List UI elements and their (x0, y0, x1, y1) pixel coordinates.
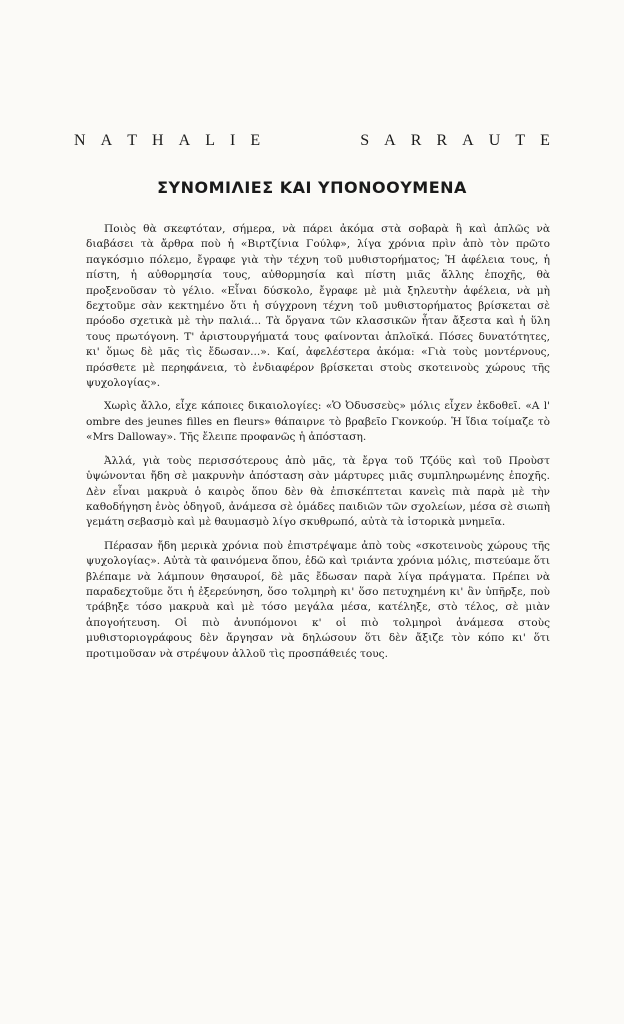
author-letter: U (488, 132, 501, 149)
author-word-gap (275, 132, 345, 150)
author-letter: A (178, 132, 191, 149)
article-title: ΣΥΝΟΜΙΛΙΕΣ ΚΑΙ ΥΠΟΝΟΟΥΜΕΝΑ (157, 178, 467, 197)
author-letter: R (436, 132, 448, 149)
author-letter: H (152, 132, 164, 149)
author-letter: T (127, 132, 137, 149)
author-letter: E (250, 132, 261, 149)
paragraph: Πέρασαν ἤδη μερικὰ χρόνια ποὺ ἐπιστρέψαμε ἀπὸ τοὺς «σκοτεινοὺς χώρους τῆς ψυχολογίας». Αὐτὰ τὰ φαινόμενα ὅπου, ἐδῶ καὶ τριάντα χρόνια μόλις, πιστεύαμε ὅτι βλέπαμε νὰ λάμπουν θησαυροί, δὲ μᾶς ἔδωσαν παρὰ λίγα πράγματα. Πρέπει νὰ παραδεχτοῦμε ὅτι ἡ ἐξερεύνηση, ὅσο τολμηρὴ κι' ὅσο πετυχημένη κι' ἂν ὑπῆρξε, ποὺ τράβηξε τόσο μακρυὰ καὶ μὲ τόσο μεγάλα μέσα, κατέληξε, στὸ τέλος, σὲ μιὰν ἀπογοήτευση. Οἱ πιὸ ἀνυπόμονοι κ' οἱ πιὸ τολμηροὶ ἀνάμεσα στοὺς μυθιστοριογράφους δὲν ἄργησαν νὰ δηλώσουν ὅτι δὲν ἄξιζε τὸν κόπο κι' ὅτι προτιμοῦσαν νὰ στρέψουν ἀλλοῦ τὶς προσπάθειές τους. (86, 539, 550, 660)
paragraph: Ποιὸς θὰ σκεφτόταν, σήμερα, νὰ πάρει ἀκόμα στὰ σοβαρὰ ἢ καὶ ἁπλῶς νὰ διαβάσει τὰ ἄρθρα ποὺ ἡ «Βιρτζίνια Γούλφ», λίγα χρόνια πρὶν ἀπὸ τὸν πρῶτο παγκόσμιο πόλεμο, ἔγραφε γιὰ τὴν τέχνη τοῦ μυθιστορήματος; Ἡ ἀφέλεια τους, ἡ πίστη, ἡ αὐθορμησία τους, αὐθορμησία καὶ πίστη μιᾶς ἄλλης ἐποχῆς, θὰ προξενοῦσαν τὸ γέλιο. «Εἶναι δύσκολο, ἔγραφε μὲ μιὰ ξηλευτὴν ἀφέλεια, νὰ μὴ δεχτοῦμε σὰν κεκτημένο ὅτι ἡ σύγχρονη τέχνη τοῦ μυθιστορήματος βρίσκεται σὲ πρόοδο σχετικὰ μὲ τὴν παλιά... Τὰ ὄργανα τῶν κλασσικῶν ἦταν ἄξεστα καὶ ἡ ὕλη τους πρωτόγονη. Τ' ἀριστουργήματά τους φαίνονται ἁπλοϊκά. Πόσες δυνατότητες, κι' ὅμως δὲ μᾶς τὶς ἔδωσαν...». Καί, ἀφελέστερα ἀκόμα: «Γιὰ τοὺς μοντέρνους, πρόσθετε μὲ περηφάνεια, τὸ ἐνδιαφέρον βρίσκεται στοὺς σκοτεινοὺς χώρους τῆς ψυχολογίας». (86, 223, 550, 390)
author-letter: E (540, 132, 550, 149)
author-letter: A (462, 132, 474, 149)
author-name (74, 132, 550, 150)
author-letter: S (360, 132, 370, 149)
author-letter: T (515, 132, 526, 149)
author-letter: A (384, 132, 396, 149)
author-letter: A (100, 132, 113, 149)
paragraph: Ἀλλά, γιὰ τοὺς περισσότερους ἀπὸ μᾶς, τὰ ἔργα τοῦ Τζόϋς καὶ τοῦ Προὺστ ὑψώνονται ἤδη σὲ μακρυνὴν ἀπόσταση σὰν μάρτυρες μιᾶς συμπληρωμένης ἐποχῆς. Δὲν εἶναι μακρυὰ ὁ καιρὸς ὅπου δὲν θὰ ἐπισκέπτεται κανεὶς πιὰ παρὰ μὲ τὴν καθοδήγηση ἑνὸς ὁδηγοῦ, ἀνάμεσα σὲ ὁμάδες παιδιῶν τῶν σχολείων, μέσα σὲ σιωπὴ γεμάτη σεβασμὸ καὶ μὲ θαυμασμὸ λίγο σκυθρωπό, αὐτὰ τὰ ἱστορικὰ μνημεῖα. (86, 454, 550, 529)
article-body (86, 222, 550, 670)
author-letter: R (410, 132, 422, 149)
author-letter: N (74, 132, 86, 149)
author-letter: I (230, 132, 236, 149)
author-letter: L (205, 132, 215, 149)
paragraph: Χωρὶς ἄλλο, εἶχε κάποιες δικαιολογίες: «Ὁ Ὀδυσσεὺς» μόλις εἶχεν ἐκδοθεῖ. «A l' ombre des jeunes filles en fleurs» θάπαιρνε τὸ βραβεῖο Γκονκούρ. Ἡ ἴδια τοίμαζε τὸ «Mrs Dalloway». Τῆς ἔλειπε προφανῶς ἡ ἀπόσταση. (86, 400, 550, 444)
